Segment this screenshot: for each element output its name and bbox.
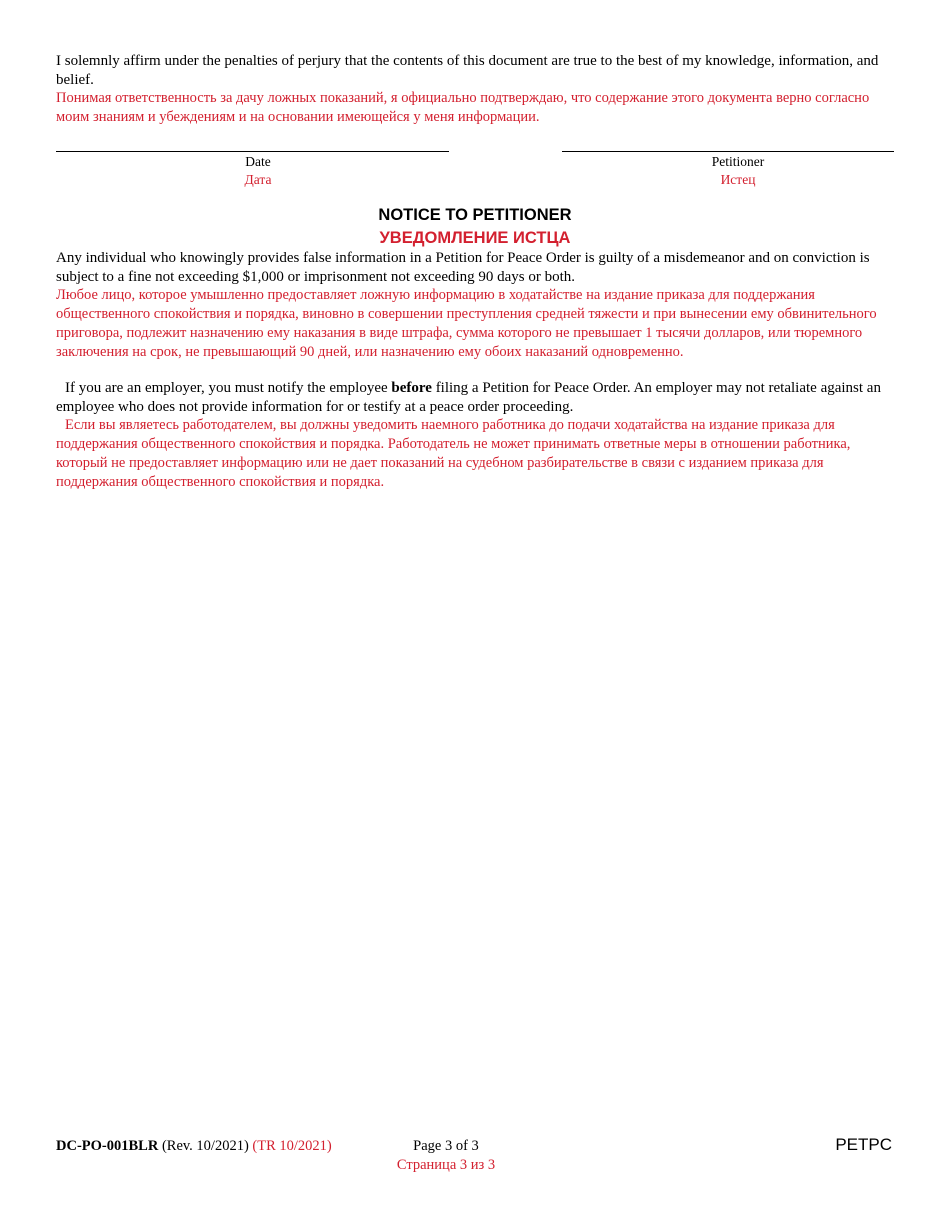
translation-revision: (TR 10/2021) [252,1138,332,1154]
petitioner-label-ru: Истец [720,172,756,187]
notice-paragraph-2 [56,379,896,417]
notice-title: NOTICE TO PETITIONER [378,206,572,224]
form-code: DC-PO-001BLR [56,1138,159,1154]
employer-notice-text-a: If you are an employer, you must notify the employee [65,380,392,396]
notice-paragraph-1-ru: Любое лицо, которое умышленно предоставляет ложную информацию в ходатайстве на издание приказа для поддержания общественного спокойствия и порядка, виновно в совершении преступления средней тяжести и при вынесении ему обвинительного приговора, подлежит назначению ему наказания в виде штрафа, сумма которого не превышает 1 тысячи долларов, или тюремного заключения на срок, не превышающий 90 дней, или назначению ему обоих наказаний одновременно. [56,287,877,360]
date-signature-line [56,151,449,152]
form-code-line [56,1137,332,1156]
form-code-right: PETPC [835,1135,892,1154]
affirmation-ru: Понимая ответственность за дачу ложных показаний, я официально подтверждаю, что содержание этого документа верно согласно моим знаниям и убеждениям и на основании имеющейся у меня информации. [56,90,870,125]
petitioner-label: Petitioner [711,154,765,169]
petitioner-signature-line [562,151,894,152]
employer-notice-text-b: filing a Petition for Peace Order. An employer may not retaliate against an employee who does not provide information for or testify at a peace order proceeding. [56,380,881,415]
employer-notice-emphasis: before [391,380,432,396]
form-revision: (Rev. 10/2021) [161,1138,249,1154]
page-number: Page 3 of 3 [413,1138,479,1154]
page-number-ru: Страница 3 из 3 [396,1157,496,1173]
notice-paragraph-1: Any individual who knowingly provides false information in a Petition for Peace Order is guilty of a misdemeanor and on conviction is subject to a fine not exceeding $1,000 or imprisonment not exceeding 90 days or both. [56,250,870,285]
notice-title-ru: УВЕДОМЛЕНИЕ ИСТЦА [379,229,571,247]
date-label-ru: Дата [244,172,272,187]
notice-paragraph-2-ru: Если вы являетесь работодателем, вы должны уведомить наемного работника до подачи ходатайства на издание приказа для поддержания общественного спокойствия и порядка. Работодатель не может принимать ответные меры в отношении работника, который не предоставляет информацию или не дает показаний на судебном разбирательстве в связи с изданием приказа для поддержания общественного спокойствия и порядка. [56,417,851,490]
date-label: Date [245,154,271,169]
affirmation-en: I solemnly affirm under the penalties of perjury that the contents of this document are true to the best of my knowledge, information, and belief. [56,53,879,88]
